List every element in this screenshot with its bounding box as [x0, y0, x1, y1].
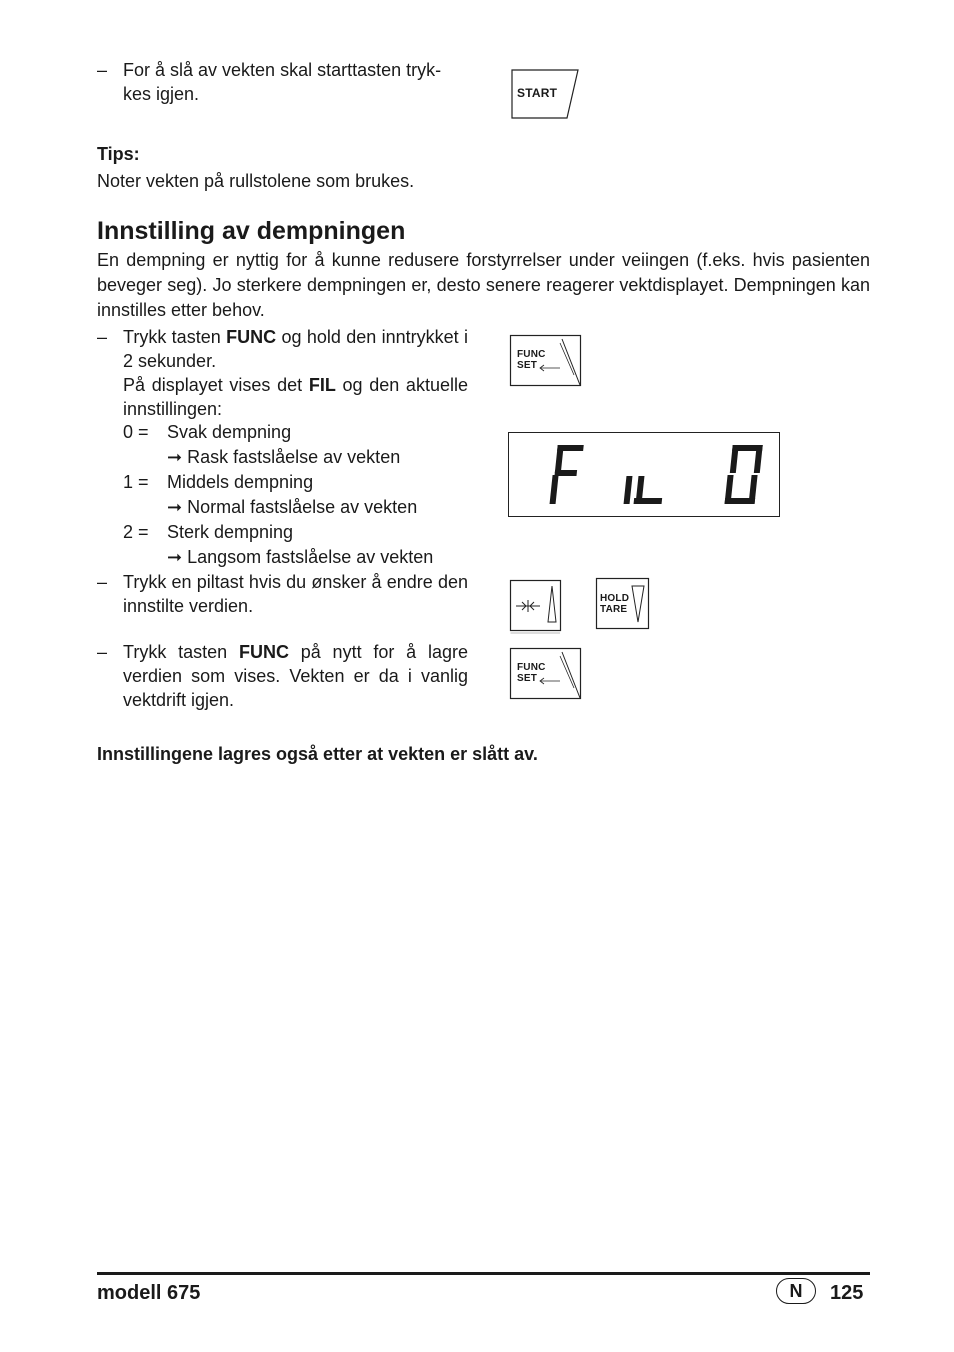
tips-text: Noter vekten på rullstolene som brukes.: [97, 171, 415, 191]
start-key-label: START: [517, 86, 558, 100]
func-key-label: FUNC: [517, 662, 546, 673]
arrow-icon: ➞: [167, 447, 183, 467]
func-keyword: FUNC: [238, 642, 289, 662]
start-key: [511, 69, 579, 119]
settings-saved-note: Innstillingene lagres også etter at vekten er slått av.: [97, 744, 538, 764]
arrow-icon: ➞: [167, 497, 183, 517]
section-intro: En dempning er nyttig for å kunne redusere forstyrrelser under veiingen (f.eks. hvis pasienten beveger seg). Jo sterkere dempningen er, desto senere reagerer vektdisplayet. Dempningen kan innstilles etter behov.: [97, 250, 870, 320]
option-result: ➞ Rask fastslåelse av vekten: [167, 447, 401, 467]
seven-segment-readout: [509, 433, 779, 516]
option-row: 0 = Svak dempning: [123, 422, 292, 442]
option-row: 1 = Middels dempning: [123, 472, 314, 492]
step-2-text: Trykk en piltast hvis du ønsker å endre den innstilte verdien.: [123, 572, 468, 616]
language-badge: N: [776, 1278, 816, 1304]
tare-key-label: TARE: [600, 604, 628, 615]
start-off-instruction: [123, 58, 468, 106]
bullet-dash: –: [97, 60, 108, 80]
set-key-label: SET: [517, 360, 538, 371]
bullet-dash: –: [97, 327, 108, 347]
page-number: 125: [830, 1282, 864, 1304]
footer-rule: [97, 1272, 870, 1275]
section-title: Innstilling av dempningen: [97, 217, 406, 245]
bullet-dash: –: [97, 642, 108, 662]
bullet-dash: –: [97, 572, 108, 592]
text-line: kes igjen.: [123, 84, 200, 104]
func-set-key: [510, 648, 582, 699]
tips-heading: Tips:: [97, 144, 140, 164]
step-1-text: Trykk tasten FUNC og hold den inntrykket i 2 sekunder. På displayet vises det FIL og den aktuelle innstillingen:: [123, 327, 468, 419]
arrow-key-icon: [510, 580, 562, 633]
arrow-key: [510, 580, 562, 633]
hold-key-label: HOLD: [600, 593, 630, 604]
set-key-label: SET: [517, 673, 538, 684]
func-set-key: [510, 335, 582, 386]
footer-model: modell 675: [97, 1282, 201, 1304]
option-result: ➞ Langsom fastslåelse av vekten: [167, 547, 434, 567]
func-key-label: FUNC: [517, 349, 546, 360]
text-line: For å slå av vekten skal starttasten tryk-: [123, 60, 442, 80]
hold-tare-key: [596, 578, 650, 630]
damping-options: [123, 420, 483, 570]
arrow-icon: ➞: [167, 547, 183, 567]
fil-keyword: FIL: [308, 375, 336, 395]
lcd-display: [508, 432, 780, 517]
option-result: ➞ Normal fastslåelse av vekten: [167, 497, 418, 517]
func-keyword: FUNC: [226, 327, 277, 347]
step-3-text: Trykk tasten FUNC på nytt for å lagre verdien som vises. Vekten er da i vanlig vektdrift igjen.: [123, 642, 468, 710]
option-row: 2 = Sterk dempning: [123, 522, 294, 542]
